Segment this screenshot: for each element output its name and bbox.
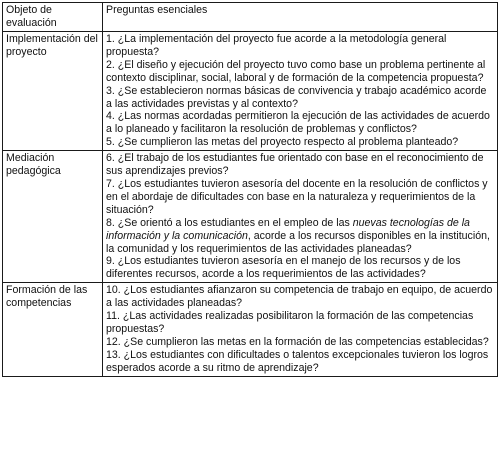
question-4: 4. ¿Las normas acordadas permitieron la ejecución de las actividades de acuerdo a lo planeado y facilitaron la resolución de problemas y conflictos? — [106, 110, 490, 136]
question-10: 10. ¿Los estudiantes afianzaron su competencia de trabajo en equipo, de acuerdo a las actividades planeadas? — [106, 284, 493, 310]
question-8-italic: nuevas tecnologías de la información y la comunicación — [106, 216, 470, 242]
question-13: 13. ¿Los estudiantes con dificultades o talentos excepcionales tuvieron los logros esperados acorde a su ritmo de aprendizaje? — [106, 348, 489, 374]
table-row — [3, 32, 498, 151]
question-6: 6. ¿El trabajo de los estudiantes fue orientado con base en el reconocimiento de sus aprendizajes previos? — [106, 152, 484, 178]
table-header-row — [3, 3, 498, 32]
table-row — [3, 283, 498, 376]
question-8 — [106, 217, 495, 256]
category-implementacion: Implementación del proyecto — [3, 32, 103, 151]
question-8-after: , acorde a los recursos disponibles en la institución, la comunidad y los requerimientos de las actividades planeadas? — [106, 229, 490, 255]
question-3: 3. ¿Se establecieron normas básicas de convivencia y trabajo académico acorde a las actividades previstas y al contexto? — [106, 84, 487, 110]
category-mediacion: Mediación pedagógica — [3, 151, 103, 283]
table-row — [3, 151, 498, 283]
question-9: 9. ¿Los estudiantes tuvieron asesoría en el manejo de los recursos y de los diferentes recursos, acorde a los requerimientos de las actividades? — [106, 255, 461, 281]
evaluation-table — [2, 2, 498, 377]
question-5: 5. ¿Se cumplieron las metas del proyecto respecto al problema planteado? — [106, 136, 459, 149]
question-8-before: 8. ¿Se orientó a los estudiantes en el empleo de las — [106, 216, 353, 229]
category-formacion: Formación de las competencias — [3, 283, 103, 376]
question-1: 1. ¿La implementación del proyecto fue acorde a la metodología general propuesta? — [106, 33, 447, 58]
question-11: 11. ¿Las actividades realizadas posibilitaron la formación de las competencias propuestas? — [106, 310, 474, 335]
header-objeto-evaluacion: Objeto de evaluación — [3, 3, 103, 32]
questions-cell — [103, 151, 498, 283]
question-2: 2. ¿El diseño y ejecución del proyecto tuvo como base un problema pertinente al contexto disciplinar, social, laboral y de formación de la competencia propuesta? — [106, 58, 486, 84]
question-12: 12. ¿Se cumplieron las metas en la formación de las competencias establecidas? — [106, 335, 489, 348]
questions-cell — [103, 283, 498, 376]
header-preguntas-esenciales: Preguntas esenciales — [103, 3, 498, 32]
question-7: 7. ¿Los estudiantes tuvieron asesoría del docente en la resolución de conflictos y en el abordaje de dificultades con base en la naturaleza y requerimientos de la situación? — [106, 177, 488, 216]
questions-cell — [103, 32, 498, 151]
